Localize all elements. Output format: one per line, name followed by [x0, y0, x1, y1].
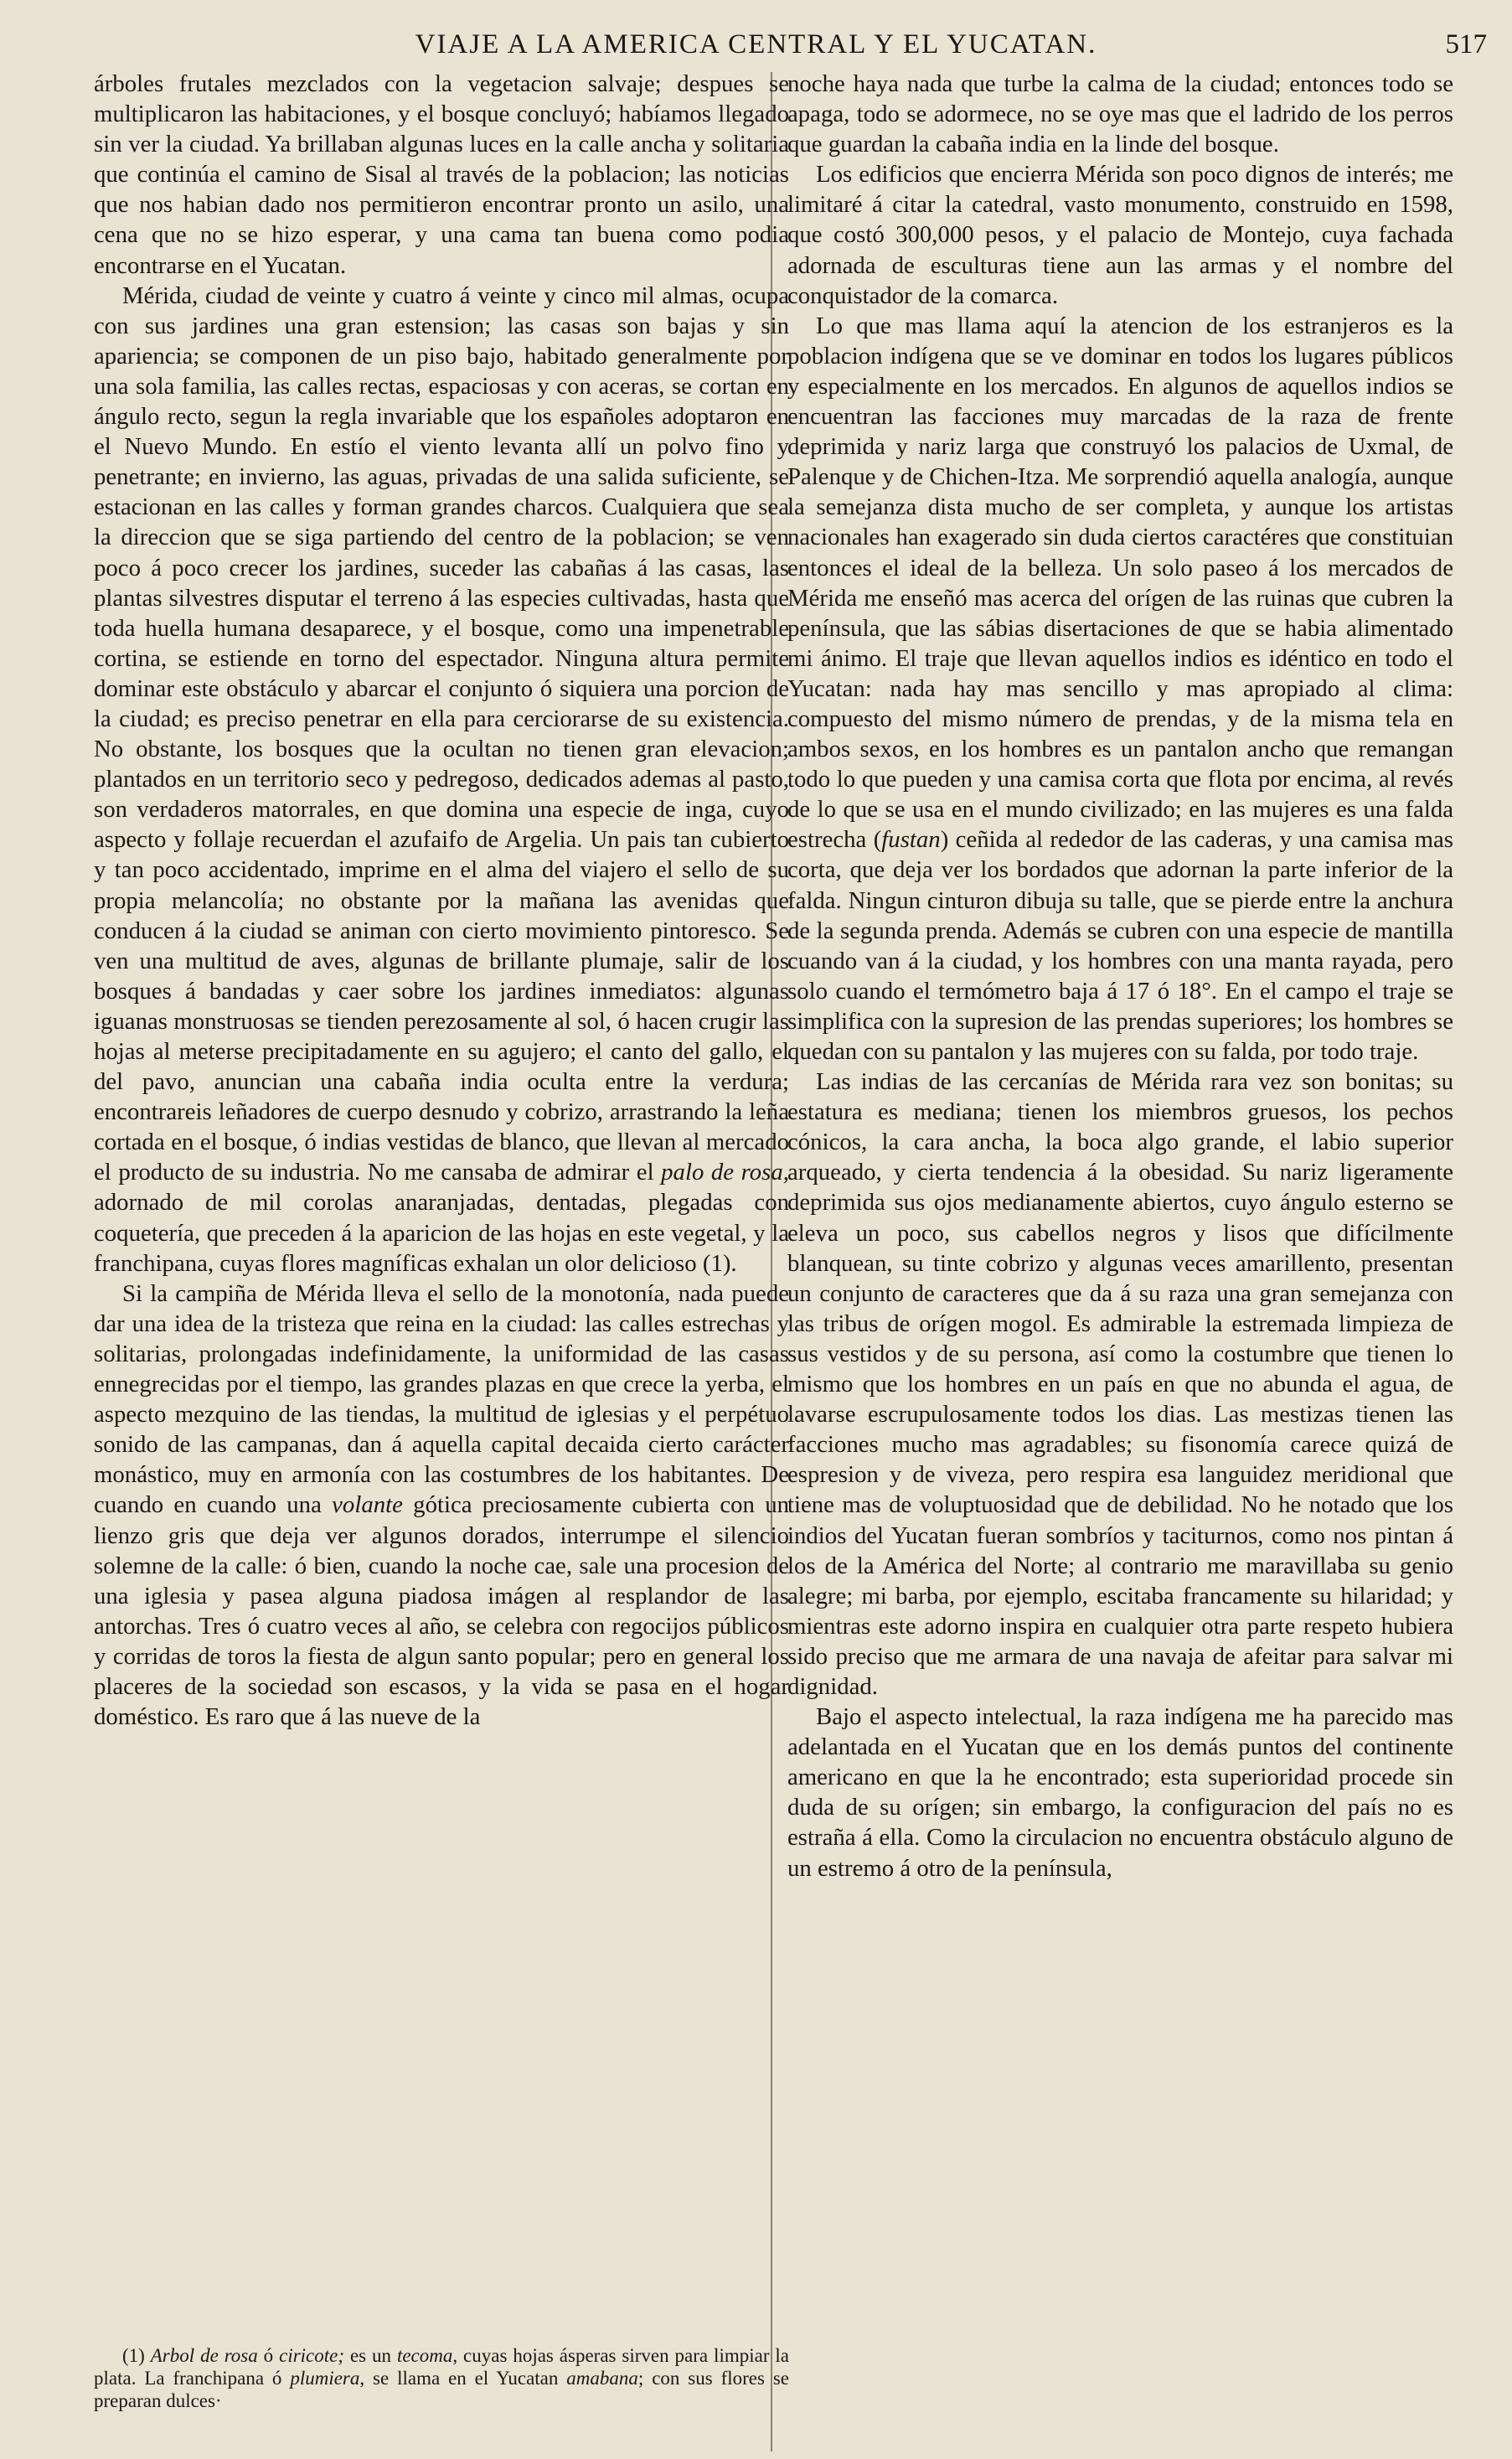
right-column [787, 69, 1453, 1883]
italic-term: palo de rosa, [661, 1159, 789, 1186]
text-run: adornado de mil corolas anaranjadas, dentadas, plegadas con coquetería, que preceden á la aparicion de las hojas en este vegetal, y la franchipana, cuyas flores magníficas exhalan un olor delicioso (1). [94, 1189, 789, 1277]
footnote [94, 2344, 789, 2412]
footnote-marker: (1) [122, 2345, 151, 2366]
italic-term: volante [332, 1491, 403, 1519]
paragraph: noche haya nada que turbe la calma de la ciudad; entonces todo se apaga, todo se adormece, no se oye mas que el ladrido de los perros que guardan la cabaña india en la linde del bosque. [787, 70, 1453, 158]
left-column [94, 69, 789, 1732]
running-title: VIAJE A LA AMERICA CENTRAL Y EL YUCATAN. [415, 29, 1097, 59]
text-run: Mérida, ciudad de veinte y cuatro á veinte y cinco mil almas, ocupa con sus jardines una gran estension; las casas son bajas y sin apariencia; se componen de un piso bajo, habitado generalmente por una sola familia, las calles rectas, espaciosas y con aceras, se cortan en ángulo recto, segun la regla invariable que los españoles adoptaron en el Nuevo Mundo. En estío el viento levanta allí un polvo fino y penetrante; en invierno, las aguas, privadas de una salida suficiente, se estacionan en las calles y forman grandes charcos. Cualquiera que sea la direccion que se siga partiendo del centro de la poblacion; se ven poco á poco crecer los jardines, suceder las cabañas á las casas, las plantas silvestres disputar el terreno á las especies cultivadas, hasta que toda huella humana desaparece, y el bosque, como una impenetrable cortina, se estiende en torno del espectador. Ninguna altura permite dominar este obstáculo y abarcar el conjunto ó siquiera una porcion de la ciudad; es preciso penetrar en ella para cerciorarse de su existencia. No obstante, los bosques que la ocultan no tienen gran elevacion; plantados en un territorio seco y pedregoso, dedicados ademas al pasto, son verdaderos matorrales, en que domina una especie de inga, cuyo aspecto y follaje recuerdan el azufaifo de Argelia. Un pais tan cubierto y tan poco accidentado, imprime en el alma del viajero el sello de su propia melancolía; no obstante por la mañana las avenidas que conducen á la ciudad se animan con cierto movimiento pintoresco. Se ven una multitud de aves, algunas de brillante plumaje, salir de los bosques á bandadas y caer sobre los jardines inmediatos: algunas iguanas monstruosas se tienden perezosamente al sol, ó hacen crugir las hojas al meterse precipitadamente en su agujero; el canto del gallo, el del pavo, anuncian una cabaña india oculta entre la verdura; encontrareis leñadores de cuerpo desnudo y cobrizo, arrastrando la leña cortada en el bosque, ó indias vestidas de blanco, que llevan al mercado el producto de su industria. No me cansaba de admirar el [94, 282, 789, 1186]
italic-term: tecoma [396, 2345, 453, 2366]
italic-term: amabana [566, 2368, 638, 2389]
text-run: Lo que mas llama aquí la atencion de los estranjeros es la poblacion indígena que se ve dominar en todos los lugares públicos y especialmente en los mercados. En algunos de aquellos indios se encuentran las facciones muy marcadas de la raza de frente deprimida y nariz larga que construyó los palacios de Uxmal, de Palenque y de Chichen-Itza. Me sorprendió aquella analogía, aunque la semejanza dista mucho de ser completa, y aunque los artistas nacionales han exagerado sin duda ciertos caractéres que constituian entonces el ideal de la belleza. Un solo paseo á los mercados de Mérida me enseñó mas acerca del orígen de las ruinas que cubren la península, que las sábias disertaciones de que se habia alimentado mi ánimo. El traje que llevan aquellos indios es idéntico en todo el Yucatan: nada hay mas sencillo y mas apropiado al clima: compuesto del mismo número de prendas, y de la misma tela en ambos sexos, en los hombres es un pantalon ancho que remangan todo lo que pueden y una camisa corta que flota por encima, al revés de lo que se usa en el mundo civilizado; en las mujeres es una falda estrecha ( [787, 312, 1453, 854]
running-head [0, 23, 1512, 65]
page-number: 517 [1445, 29, 1487, 59]
paragraph [787, 311, 1453, 1067]
paragraph [94, 281, 789, 1279]
italic-term: ciricote; [279, 2345, 345, 2366]
text-run: ; con sus flores se preparan dulces· [94, 2368, 790, 2411]
paragraph: Los edificios que encierra Mérida son poco dignos de interés; me limitaré á citar la catedral, vasto monumento, construido en 1598, que costó 300,000 pesos, y el palacio de Montejo, cuya fachada adornada de esculturas tiene aun las armas y el nombre del conquistador de la comarca. [787, 161, 1453, 309]
paragraph: árboles frutales mezclados con la vegetacion salvaje; despues se multiplicaron las habitaciones, y el bosque concluyó; habíamos llegado sin ver la ciudad. Ya brillaban algunas luces en la calle ancha y solitaria que continúa el camino de Sisal al través de la poblacion; las noticias que nos habian dado nos permitieron encontrar pronto un asilo, una cena que no se hizo esperar, y una cama tan buena como podia encontrarse en el Yucatan. [94, 70, 789, 279]
paragraph: Las indias de las cercanías de Mérida rara vez son bonitas; su estatura es mediana; tienen los miembros gruesos, los pechos cónicos, la cara ancha, la boca algo grande, el labio superior arqueado, y cierta tendencia á la obesidad. Su nariz ligeramente deprimida sus ojos medianamente abiertos, cuyo ángulo esterno se eleva un poco, sus cabellos negros y lisos que difícilmente blanquean, su tinte cobrizo y algunas veces amarillento, presentan un conjunto de caracteres que da á su raza una gran semejanza con las tribus de orígen mogol. Es admirable la estremada limpieza de sus vestidos y de su persona, así como la costumbre que tienen lo mismo que los hombres en un país en que no abunda el agua, de lavarse escrupulosamente todos los dias. Las mestizas tienen las facciones mucho mas agradables; su fisonomía carece quizá de espresion y de viveza, pero respira esa languidez meridional que tiene mas de voluptuosidad que de debilidad. No he notado que los indios del Yucatan fueran sombríos y taciturnos, como nos pintan á los de la América del Norte; al contrario me maravillaba su genio alegre; mi barba, por ejemplo, escitaba francamente su hilaridad; y mientras este adorno inspira en cualquier otra parte respeto hubiera sido preciso que me armara de una navaja de afeitar para salvar mi dignidad. [787, 1068, 1453, 1700]
text-run: Si la campiña de Mérida lleva el sello de la monotonía, nada puede dar una idea de la tristeza que reina en la ciudad: las calles estrechas y solitarias, prolongadas indefinidamente, la uniformidad de las casas ennegrecidas por el tiempo, las grandes plazas en que crece la yerba, el aspecto mezquino de las tiendas, la multitud de iglesias y el perpétuo sonido de las campanas, dan á aquella capital decaida cierto carácter monástico, muy en armonía con las costumbres de los habitantes. De cuando en cuando una [94, 1279, 789, 1519]
text-run: , se llama en el Yucatan [359, 2368, 567, 2389]
italic-term: plumiera [290, 2368, 360, 2389]
paragraph: Bajo el aspecto intelectual, la raza indígena me ha parecido mas adelantada en el Yucatan que en los demás puntos del continente americano en que la he encontrado; esta superioridad procede sin duda de su orígen; sin embargo, la configuracion del país no es estraña á ella. Como la circulacion no encuentra obstáculo alguno de un estremo á otro de la península, [787, 1703, 1453, 1882]
text-run: gótica preciosamente cubierta con un lienzo gris que deja ver algunos dorados, interrumpe el silencio solemne de la calle: ó bien, cuando la noche cae, sale una procesion de una iglesia y pasea alguna piadosa imágen al resplandor de las antorchas. Tres ó cuatro veces al año, se celebra con regocijos públicos y corridas de toros la fiesta de algun santo popular; pero en general los placeres de la sociedad son escasos, y la vida se pasa en el hogar doméstico. Es raro que á las nueve de la [94, 1491, 789, 1731]
italic-term: Arbol de rosa [150, 2345, 258, 2366]
footnote-text [94, 2344, 789, 2412]
text-run: ó [257, 2345, 280, 2366]
text-run: , cuyas hojas ásperas sirven para limpiar la plata. La franchipana ó [94, 2345, 789, 2389]
text-run: es un [344, 2345, 397, 2366]
italic-term: fustan [881, 826, 941, 854]
text-run: ) ceñida al rededor de las caderas, y una camisa mas corta, que deja ver los bordados que adornan la parte inferior de la falda. Ningun cinturon dibuja su talle, que se pierde entre la anchura de la segunda prenda. Además se cubren con una especie de mantilla cuando van á la ciudad, y los hombres con una manta rayada, pero solo cuando el termómetro baja á 17 ó 18°. En el campo el traje se simplifica con la supresion de las prendas superiores; los hombres se quedan con su pantalon y las mujeres con su falda, por todo traje. [787, 826, 1453, 1065]
paragraph [94, 1279, 789, 1732]
